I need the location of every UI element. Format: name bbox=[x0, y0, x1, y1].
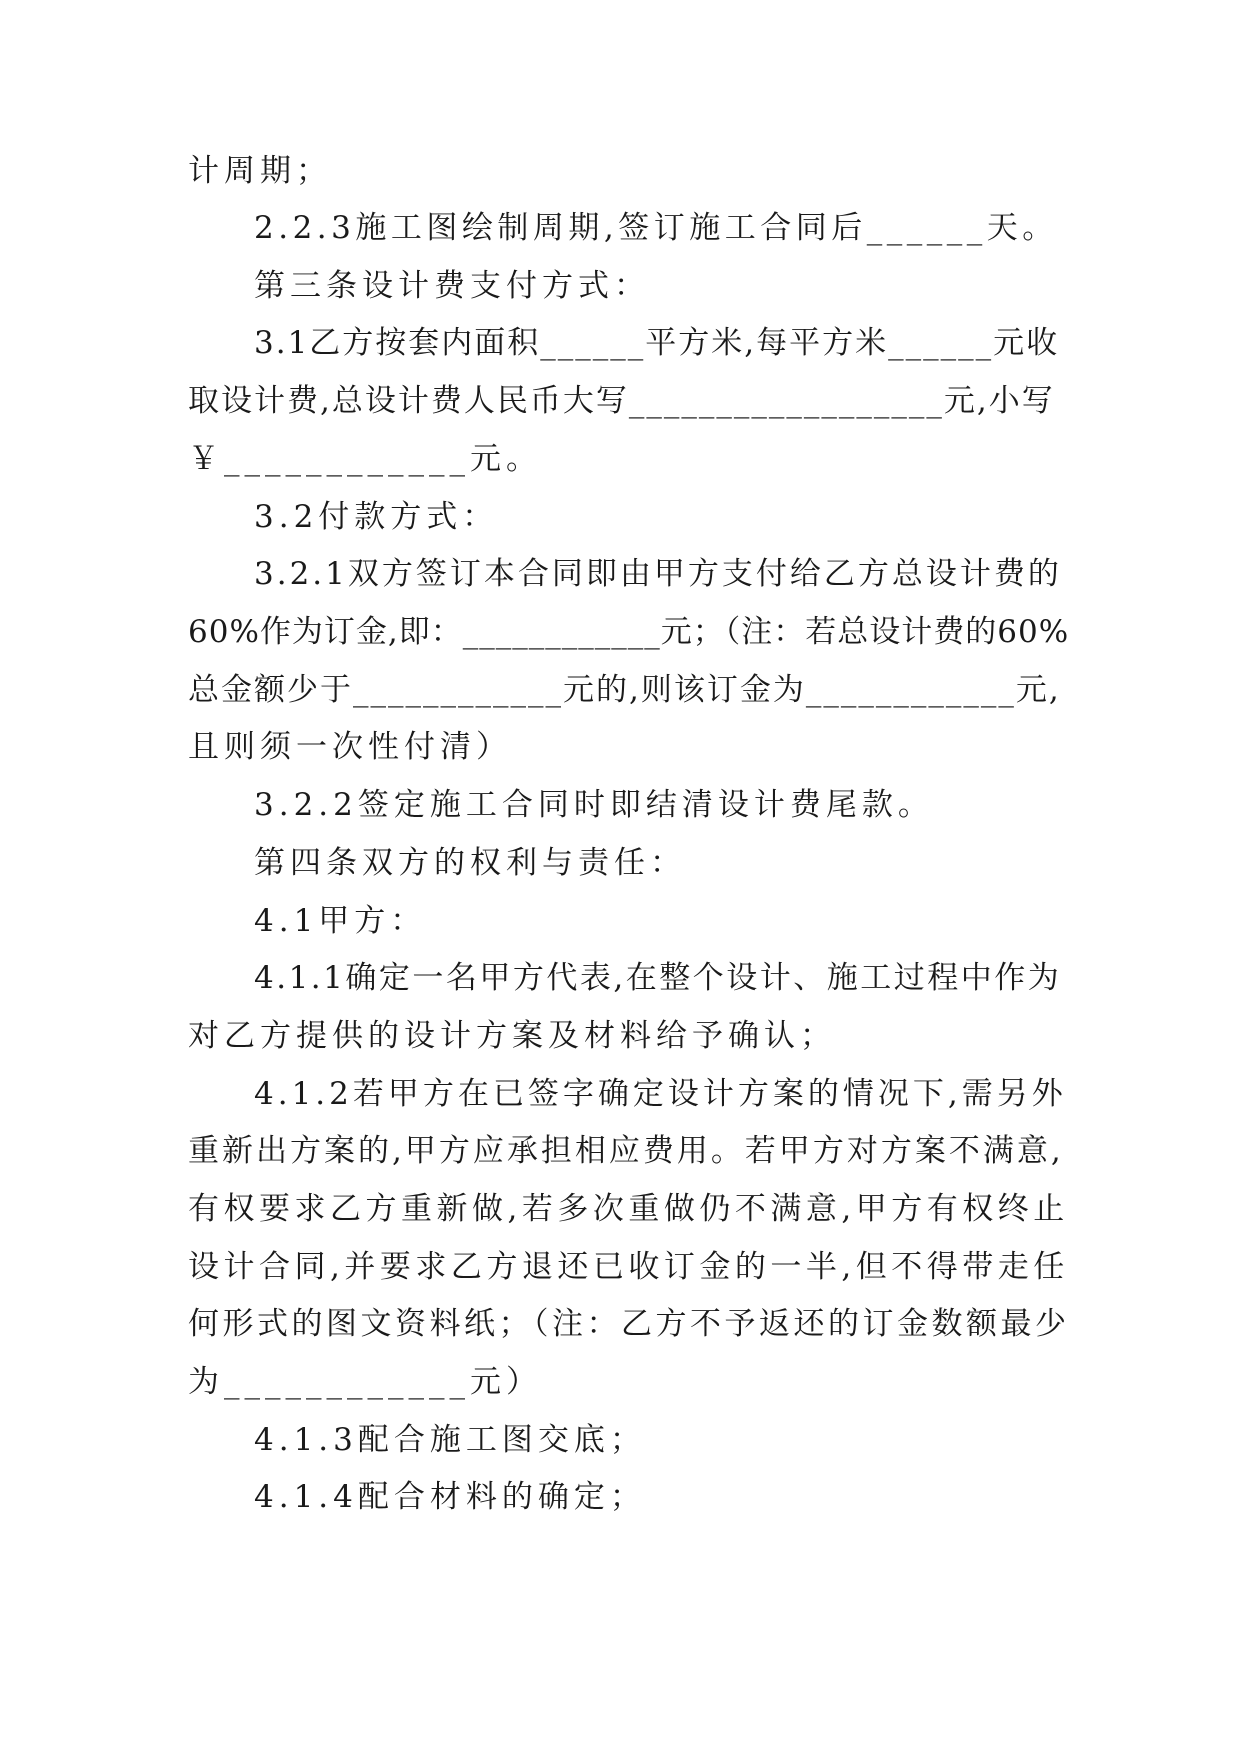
text-line: 总金额少于____________元的,则该订金为____________元, bbox=[188, 672, 1061, 708]
text-line: ￥____________元。 bbox=[188, 441, 542, 477]
text-line: 设计合同,并要求乙方退还已收订金的一半,但不得带走任 bbox=[188, 1249, 1069, 1285]
text-line: 计周期； bbox=[188, 153, 332, 189]
text-line: 4.1.3配合施工图交底； bbox=[254, 1422, 646, 1458]
text-line: 4.1.1确定一名甲方代表,在整个设计、施工过程中作为 bbox=[254, 960, 1062, 996]
text-line: 4.1.4配合材料的确定； bbox=[254, 1479, 646, 1515]
text-line: 4.1甲方： bbox=[254, 903, 427, 939]
text-line: 2.2.3施工图绘制周期,签订施工合同后______天。 bbox=[254, 210, 1058, 246]
section-heading: 第三条设计费支付方式： bbox=[254, 268, 650, 304]
text-line: 4.1.2若甲方在已签字确定设计方案的情况下,需另外 bbox=[254, 1076, 1067, 1112]
text-line: 对乙方提供的设计方案及材料给予确认； bbox=[188, 1018, 836, 1054]
text-line: 有权要求乙方重新做,若多次重做仍不满意,甲方有权终止 bbox=[188, 1191, 1069, 1227]
text-line: 且则须一次性付清） bbox=[188, 729, 512, 765]
section-heading: 第四条双方的权利与责任： bbox=[254, 845, 686, 881]
text-line: 3.2付款方式： bbox=[254, 499, 499, 535]
text-line: 为____________元） bbox=[188, 1364, 542, 1400]
text-line: 60%作为订金,即：____________元；（注：若总设计费的60% bbox=[188, 614, 1070, 650]
text-line: 3.2.1双方签订本合同即由甲方支付给乙方总设计费的 bbox=[254, 556, 1062, 592]
text-line: 3.2.2签定施工合同时即结清设计费尾款。 bbox=[254, 787, 934, 823]
text-line: 重新出方案的,甲方应承担相应费用。若甲方对方案不满意, bbox=[188, 1133, 1064, 1169]
text-line: 取设计费,总设计费人民币大写__________________元,小写 bbox=[188, 383, 1055, 419]
text-line: 何形式的图文资料纸；（注：乙方不予返还的订金数额最少 bbox=[188, 1306, 1070, 1342]
text-line: 3.1乙方按套内面积______平方米,每平方米______元收 bbox=[254, 325, 1060, 361]
